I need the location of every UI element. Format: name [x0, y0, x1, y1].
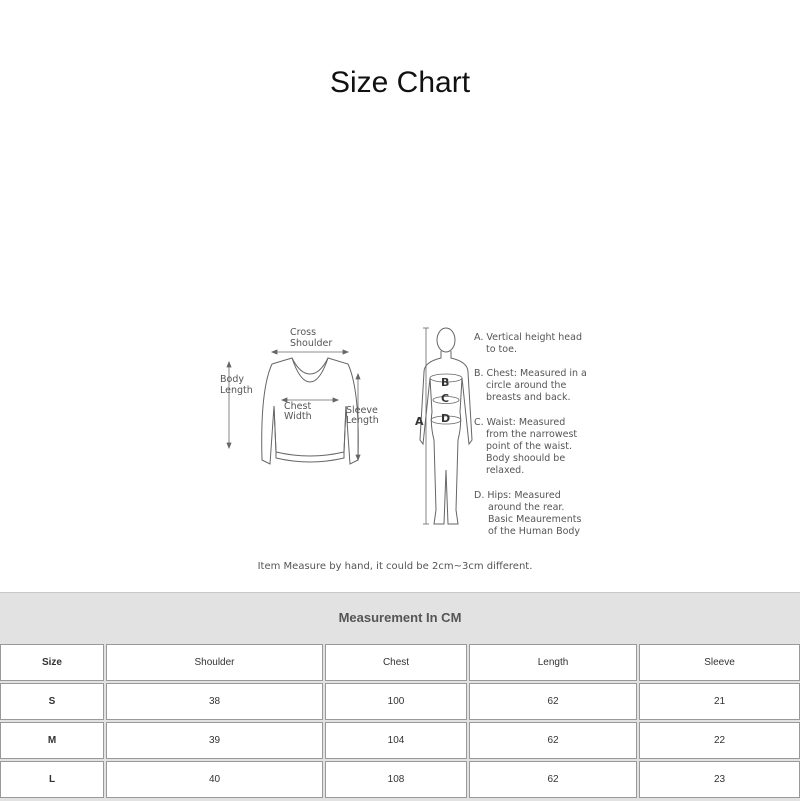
table-cell-size: S [0, 683, 104, 720]
table-cell-chest: 104 [325, 722, 467, 759]
garment-label-cross-shoulder [290, 327, 332, 349]
cross-shoulder-line-1: Cross [290, 327, 317, 338]
body-length-line-1: Body [220, 374, 244, 385]
header-size: Size [0, 644, 104, 681]
header-shoulder: Shoulder [106, 644, 323, 681]
chest-width-line-2: Width [284, 411, 312, 422]
table-cell-sleeve: 22 [639, 722, 800, 759]
label-a: A [415, 415, 424, 428]
table-caption: Measurement In CM [338, 610, 462, 625]
garment-label-body-length [220, 374, 253, 396]
sleeve-length-line-1: Sleeve [346, 405, 378, 416]
table-cell-length: 62 [469, 761, 637, 798]
sleeve-length-line-2: Length [346, 415, 379, 426]
legend-c [474, 417, 577, 476]
table-cell-chest: 100 [325, 683, 467, 720]
table-cell-length: 62 [469, 722, 637, 759]
garment-label-sleeve-length [346, 405, 379, 426]
svg-text:point of the waist.: point of the waist. [486, 441, 572, 452]
table-cell-shoulder: 38 [106, 683, 323, 720]
svg-text:breasts and back.: breasts and back. [486, 392, 571, 403]
measurement-note: Item Measure by hand, it could be 2cm~3cm different. [257, 561, 533, 572]
svg-text:Body shoould be: Body shoould be [486, 453, 566, 464]
header-chest: Chest [325, 644, 467, 681]
page-title: Size Chart [329, 66, 471, 99]
header-sleeve: Sleeve [639, 644, 800, 681]
svg-text:of the Human Body: of the Human Body [488, 526, 581, 537]
legend-a [474, 332, 582, 355]
svg-text:relaxed.: relaxed. [486, 465, 525, 476]
svg-text:to toe.: to toe. [486, 344, 517, 355]
table-cell-length: 62 [469, 683, 637, 720]
human-body-illustration [420, 328, 472, 524]
label-d: D [441, 412, 451, 425]
table-cell-chest: 108 [325, 761, 467, 798]
table-cell-sleeve: 21 [639, 683, 800, 720]
table-cell-size: L [0, 761, 104, 798]
table-cell-shoulder: 39 [106, 722, 323, 759]
svg-text:around the rear.: around the rear. [488, 502, 565, 513]
svg-text:B. Chest: Measured in a: B. Chest: Measured in a [474, 368, 587, 379]
body-length-line-2: Length [220, 385, 253, 396]
svg-text:A. Vertical height head: A. Vertical height head [474, 332, 582, 343]
measurement-diagram [210, 320, 600, 580]
svg-text:Basic Meaurements: Basic Meaurements [488, 514, 582, 525]
svg-text:D. Hips: Measured: D. Hips: Measured [474, 490, 561, 501]
table-cell-sleeve: 23 [639, 761, 800, 798]
legend-b [474, 368, 587, 403]
svg-text:circle around the: circle around the [486, 380, 567, 391]
label-b: B [441, 376, 450, 389]
size-table [0, 592, 800, 801]
label-c: C [441, 392, 450, 405]
table-cell-size: M [0, 722, 104, 759]
svg-text:C. Waist: Measured: C. Waist: Measured [474, 417, 566, 428]
legend-d [474, 490, 581, 537]
chest-width-line-1: Chest [284, 401, 312, 412]
svg-text:from the narrowest: from the narrowest [486, 429, 578, 440]
table-cell-shoulder: 40 [106, 761, 323, 798]
cross-shoulder-line-2: Shoulder [290, 338, 333, 349]
header-length: Length [469, 644, 637, 681]
garment-label-chest-width [284, 401, 312, 422]
